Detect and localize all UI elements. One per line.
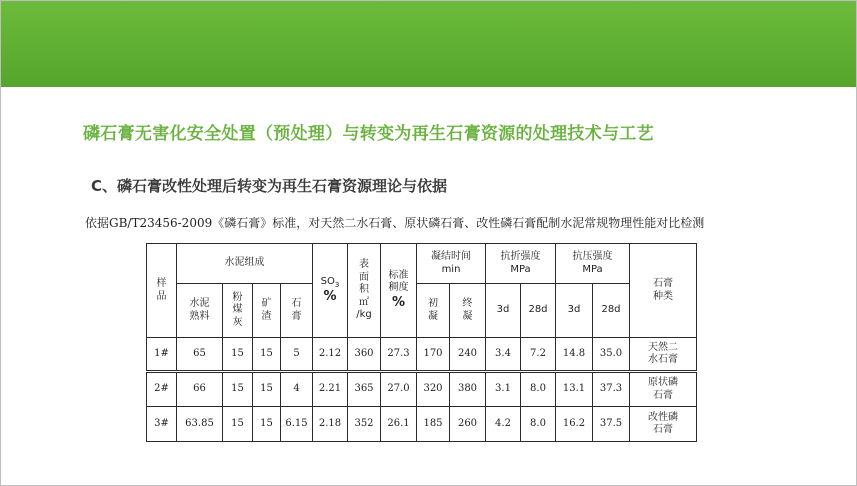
cell-id: 1#: [147, 338, 177, 372]
cell-flex28: 8.0: [521, 407, 556, 442]
cell-surface: 365: [348, 372, 381, 407]
header-banner: [1, 1, 856, 87]
cell-initial: 170: [417, 338, 450, 372]
header-compressive-strength: 抗压强度 MPa: [556, 244, 630, 284]
cell-comp28: 37.5: [593, 407, 630, 442]
cell-id: 2#: [147, 372, 177, 407]
header-consistency-label: 标准 稠度: [388, 269, 409, 294]
cell-flyash: 15: [223, 338, 253, 372]
data-table-container: [146, 243, 696, 441]
header-gypsum-type: 石膏 种类: [630, 244, 697, 338]
cell-final: 380: [450, 372, 486, 407]
cell-gypsum: 5: [281, 338, 313, 372]
cell-comp28: 37.3: [593, 372, 630, 407]
cell-comp28: 35.0: [593, 338, 630, 372]
section-title: C、磷石膏改性处理后转变为再生石膏资源理论与依据: [91, 177, 448, 195]
cell-clinker: 65: [177, 338, 223, 372]
cell-type: 改性磷 石膏: [630, 407, 697, 442]
cell-gypsum: 6.15: [281, 407, 313, 442]
cell-final: 240: [450, 338, 486, 372]
header-flex-3d: 3d: [486, 284, 521, 338]
header-so3: [313, 244, 348, 338]
table-row: [147, 338, 697, 372]
cell-so3: 2.18: [313, 407, 348, 442]
cell-so3: 2.12: [313, 338, 348, 372]
cell-initial: 320: [417, 372, 450, 407]
cell-surface: 352: [348, 407, 381, 442]
header-flexural-strength: 抗折强度 MPa: [486, 244, 556, 284]
cell-slag: 15: [253, 338, 281, 372]
header-so3-unit: %: [323, 289, 337, 305]
intro-text: 依据GB/T23456-2009《磷石膏》标准，对天然二水石膏、原状磷石膏、改性磷石膏配制水泥常规物理性能对比检测: [85, 216, 705, 230]
cell-clinker: 66: [177, 372, 223, 407]
table-row: [147, 372, 697, 407]
cell-id: 3#: [147, 407, 177, 442]
cell-flyash: 15: [223, 372, 253, 407]
cell-flex3: 3.1: [486, 372, 521, 407]
header-sample: 样 品: [147, 244, 177, 338]
header-initial-set: 初 凝: [417, 284, 450, 338]
header-comp-28d: 28d: [593, 284, 630, 338]
cell-flex3: 3.4: [486, 338, 521, 372]
cell-flex3: 4.2: [486, 407, 521, 442]
header-gypsum: 石 膏: [281, 284, 313, 338]
cell-consistency: 27.0: [381, 372, 417, 407]
cell-flyash: 15: [223, 407, 253, 442]
cell-so3: 2.21: [313, 372, 348, 407]
header-final-set: 终 凝: [450, 284, 486, 338]
cell-flex28: 8.0: [521, 372, 556, 407]
cell-final: 260: [450, 407, 486, 442]
header-consistency: [381, 244, 417, 338]
cell-surface: 360: [348, 338, 381, 372]
cement-properties-table: [146, 243, 697, 442]
cell-clinker: 63.85: [177, 407, 223, 442]
header-flyash: 粉 煤 灰: [223, 284, 253, 338]
main-title: 磷石膏无害化安全处置（预处理）与转变为再生石膏资源的处理技术与工艺: [83, 124, 654, 144]
header-cement-composition: 水泥组成: [177, 244, 313, 284]
header-so3-label: $SO_3$: [320, 275, 340, 289]
cell-comp3: 14.8: [556, 338, 593, 372]
cell-slag: 15: [253, 372, 281, 407]
cell-slag: 15: [253, 407, 281, 442]
header-slag: 矿 渣: [253, 284, 281, 338]
cell-comp3: 16.2: [556, 407, 593, 442]
cell-initial: 185: [417, 407, 450, 442]
table-row: [147, 407, 697, 442]
cell-gypsum: 4: [281, 372, 313, 407]
cell-flex28: 7.2: [521, 338, 556, 372]
cell-comp3: 13.1: [556, 372, 593, 407]
header-flex-28d: 28d: [521, 284, 556, 338]
cell-consistency: 27.3: [381, 338, 417, 372]
header-comp-3d: 3d: [556, 284, 593, 338]
header-setting-time: 凝结时间 min: [417, 244, 486, 284]
cell-type: 天然二 水石膏: [630, 338, 697, 372]
header-consistency-unit: %: [391, 294, 406, 310]
cell-consistency: 26.1: [381, 407, 417, 442]
cell-type: 原状磷 石膏: [630, 372, 697, 407]
header-surface-area: 表 面 积 ㎡ /kg: [348, 244, 381, 338]
header-clinker: 水泥 熟料: [177, 284, 223, 338]
